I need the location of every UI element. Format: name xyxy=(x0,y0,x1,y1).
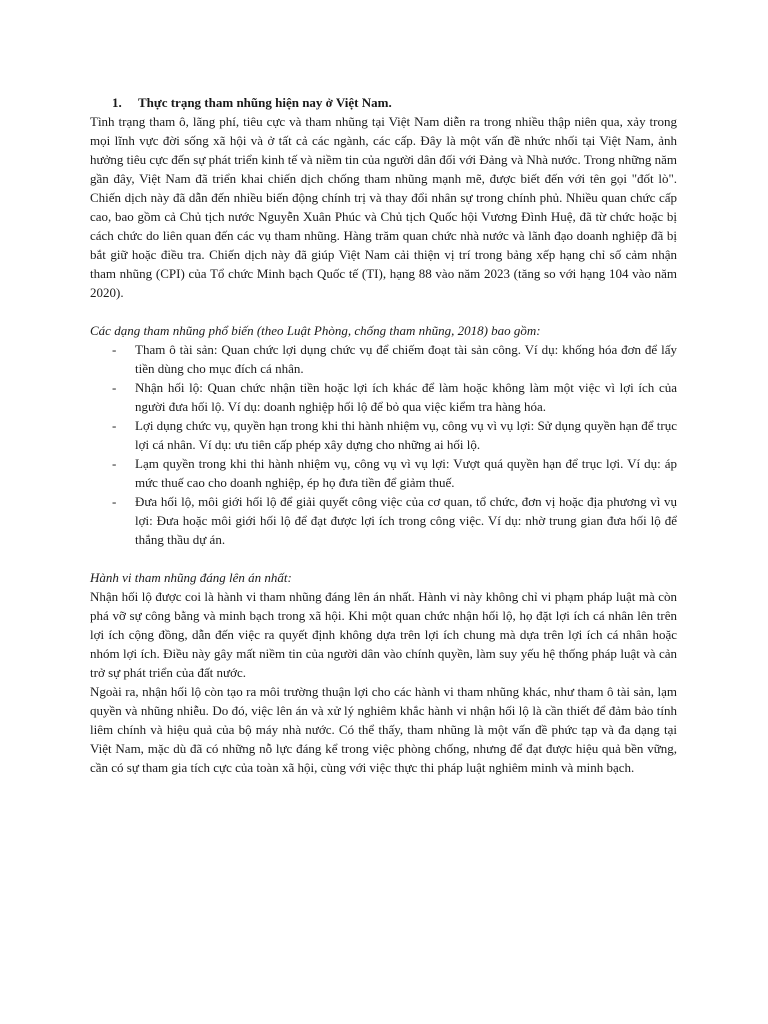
list-item xyxy=(90,416,677,454)
condemned-heading: Hành vi tham nhũng đáng lên án nhất: xyxy=(90,570,292,585)
list-item-text: Lợi dụng chức vụ, quyền hạn trong khi thi hành nhiệm vụ, công vụ vì vụ lợi: Sử dụng quyền hạn để trục lợi cá nhân. Ví dụ: ưu tiên cấp phép xây dựng cho những ai hối lộ. xyxy=(135,418,677,452)
list-item xyxy=(90,378,677,416)
intro-paragraph: Tình trạng tham ô, lãng phí, tiêu cực và tham nhũng tại Việt Nam diễn ra trong nhiều thập niên qua, xảy trong mọi lĩnh vực đời sống xã hội và ở tất cả các ngành, các cấp. Đây là một vấn đề nhức nhối tại Việt Nam, ảnh hưởng tiêu cực đến sự phát triển kinh tế và niềm tin của người dân đối với Đảng và Nhà nước. Trong những năm gần đây, Việt Nam đã triển khai chiến dịch chống tham nhũng mạnh mẽ, được biết đến với tên gọi "đốt lò". Chiến dịch này đã dẫn đến nhiều biến động chính trị và thay đổi nhân sự trong chính phủ. Nhiều quan chức cấp cao, bao gồm cả Chủ tịch nước Nguyễn Xuân Phúc và Chủ tịch Quốc hội Vương Đình Huệ, đã từ chức hoặc bị cách chức do liên quan đến các vụ tham nhũng. Hàng trăm quan chức nhà nước và lãnh đạo doanh nghiệp đã bị bắt giữ hoặc điều tra. Chiến dịch này đã giúp Việt Nam cải thiện vị trí trong bảng xếp hạng chỉ số cảm nhận tham nhũng (CPI) của Tổ chức Minh bạch Quốc tế (TI), hạng 88 vào năm 2023 (tăng so với hạng 104 vào năm 2020). xyxy=(90,114,677,300)
spacer xyxy=(90,549,677,568)
dash-bullet: - xyxy=(112,494,117,509)
forms-heading: Các dạng tham nhũng phổ biến (theo Luật Phòng, chống tham nhũng, 2018) bao gồm: xyxy=(90,323,541,338)
list-item-text: Đưa hối lộ, môi giới hối lộ để giải quyết công việc của cơ quan, tổ chức, đơn vị hoặc địa phương vì vụ lợi: Đưa hoặc môi giới hối lộ để đạt được lợi ích trong công việc. Ví dụ: nhờ trung gian đưa hối lộ để thắng thầu dự án. xyxy=(135,494,677,547)
condemned-paragraph-1: Nhận hối lộ được coi là hành vi tham nhũng đáng lên án nhất. Hành vi này không chỉ vi phạm pháp luật mà còn phá vỡ sự công bằng và minh bạch trong xã hội. Khi một quan chức nhận hối lộ, họ đặt lợi ích cá nhân lên trên lợi ích cộng đồng, dẫn đến việc ra quyết định không dựa trên lợi ích chung mà dựa trên lợi ích cá nhân hoặc nhóm lợi ích. Điều này gây mất niềm tin của người dân vào chính quyền, làm suy yếu hệ thống pháp luật và cản trở sự phát triển của đất nước. xyxy=(90,589,677,680)
document-page xyxy=(90,93,677,777)
section-title: Thực trạng tham nhũng hiện nay ở Việt Nam. xyxy=(138,95,392,110)
list-item-text: Nhận hối lộ: Quan chức nhận tiền hoặc lợi ích khác để làm hoặc không làm một việc vì lợi ích của người đưa hối lộ. Ví dụ: doanh nghiệp hối lộ để bỏ qua việc kiểm tra hàng hóa. xyxy=(135,380,677,414)
list-item-text: Tham ô tài sản: Quan chức lợi dụng chức vụ để chiếm đoạt tài sản công. Ví dụ: khống hóa đơn để lấy tiền dùng cho mục đích cá nhân. xyxy=(135,342,677,376)
section-number: 1. xyxy=(112,95,122,110)
section-heading xyxy=(112,93,677,112)
spacer xyxy=(90,302,677,321)
forms-list xyxy=(90,340,677,549)
condemned-paragraph-2: Ngoài ra, nhận hối lộ còn tạo ra môi trường thuận lợi cho các hành vi tham nhũng khác, như tham ô tài sản, lạm quyền và nhũng nhiễu. Do đó, việc lên án và xử lý nghiêm khắc hành vi nhận hối lộ là cần thiết để đảm bảo tính liêm chính và hiệu quả của bộ máy nhà nước. Có thể thấy, tham nhũng là một vấn đề phức tạp và đa dạng tại Việt Nam, mặc dù đã có những nỗ lực đáng kể trong việc phòng chống, nhưng để đạt được hiệu quả bền vững, cần có sự tham gia tích cực của toàn xã hội, cùng với việc thực thi pháp luật nghiêm minh và minh bạch. xyxy=(90,684,677,775)
list-item xyxy=(90,492,677,549)
list-item-text: Lạm quyền trong khi thi hành nhiệm vụ, công vụ vì vụ lợi: Vượt quá quyền hạn để trục lợi. Ví dụ: áp mức thuế cao cho doanh nghiệp, ép họ đưa tiền để giảm thuế. xyxy=(135,456,677,490)
dash-bullet: - xyxy=(112,380,117,395)
dash-bullet: - xyxy=(112,342,117,357)
dash-bullet: - xyxy=(112,418,117,433)
list-item xyxy=(90,454,677,492)
list-item xyxy=(90,340,677,378)
dash-bullet: - xyxy=(112,456,117,471)
